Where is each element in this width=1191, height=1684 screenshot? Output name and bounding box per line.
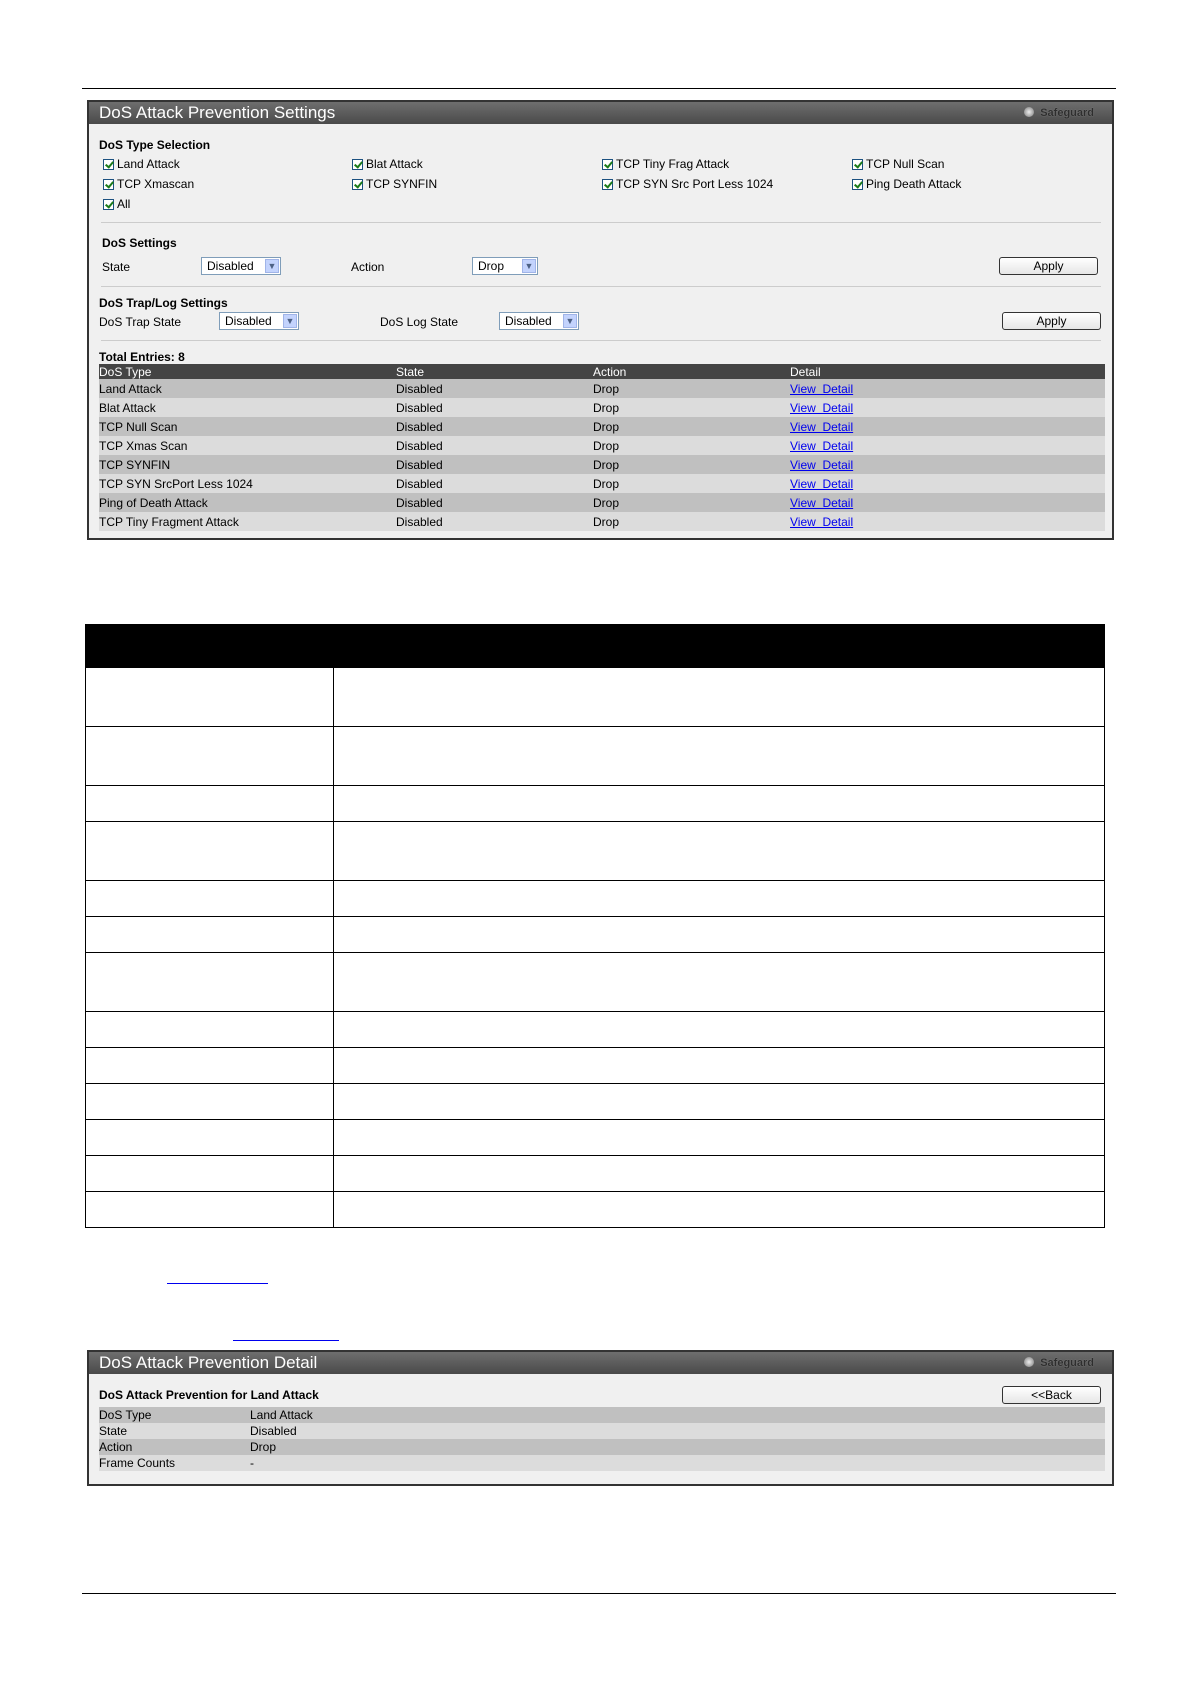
checkbox-checked-icon[interactable] xyxy=(103,199,114,210)
state-select-value: Disabled xyxy=(207,259,254,273)
table-row xyxy=(86,917,1105,953)
cell-type: TCP Xmas Scan xyxy=(99,436,396,455)
dos-table xyxy=(99,364,1105,531)
hyperlink-underline[interactable] xyxy=(167,1283,268,1284)
cell-type: Blat Attack xyxy=(99,398,396,417)
table-row xyxy=(99,398,1105,417)
desc-cell xyxy=(334,953,1105,1012)
desc-cell xyxy=(334,786,1105,822)
header-cell xyxy=(86,625,1105,668)
checkbox-tcp-null-scan[interactable] xyxy=(852,157,944,171)
log-state-select[interactable] xyxy=(499,312,579,330)
checkbox-label: TCP SYNFIN xyxy=(366,177,438,191)
cell-type: Ping of Death Attack xyxy=(99,493,396,512)
cell-action: Drop xyxy=(593,417,790,436)
table-row xyxy=(86,1192,1105,1228)
cell-action: Drop xyxy=(593,379,790,398)
apply-settings-button[interactable]: Apply xyxy=(999,257,1098,275)
back-button[interactable]: <<Back xyxy=(1002,1386,1101,1404)
view-detail-link[interactable]: View Detail xyxy=(790,419,854,434)
chevron-down-icon[interactable]: ▼ xyxy=(563,314,577,328)
state-label: State xyxy=(102,260,131,274)
top-rule xyxy=(82,88,1116,89)
desc-cell xyxy=(334,1012,1105,1048)
trap-state-value: Disabled xyxy=(225,314,272,328)
checkbox-label: Land Attack xyxy=(117,157,180,171)
trap-log-title: DoS Trap/Log Settings xyxy=(99,296,228,310)
view-detail-link[interactable]: View Detail xyxy=(790,381,854,396)
desc-cell xyxy=(334,727,1105,786)
checkbox-label: TCP Tiny Frag Attack xyxy=(616,157,730,171)
safeguard-indicator xyxy=(1024,1352,1094,1374)
checkbox-label: TCP Xmascan xyxy=(117,177,195,191)
cell-type: Land Attack xyxy=(99,379,396,398)
checkbox-checked-icon[interactable] xyxy=(602,179,613,190)
parameter-description-table xyxy=(85,624,1105,1228)
detail-label: Frame Counts xyxy=(99,1455,250,1471)
param-cell xyxy=(86,668,334,727)
column-header: DoS Type xyxy=(99,364,396,379)
table-row xyxy=(99,493,1105,512)
cell-action: Drop xyxy=(593,493,790,512)
total-entries: Total Entries: 8 xyxy=(99,350,185,364)
desc-cell xyxy=(334,1192,1105,1228)
dos-detail-panel xyxy=(87,1350,1114,1486)
checkbox-tcp-synfin[interactable] xyxy=(352,177,437,191)
table-row xyxy=(86,881,1105,917)
desc-cell xyxy=(334,881,1105,917)
param-cell xyxy=(86,727,334,786)
param-cell xyxy=(86,1084,334,1120)
param-cell xyxy=(86,1156,334,1192)
section-divider xyxy=(101,286,1101,287)
param-cell xyxy=(86,1192,334,1228)
desc-cell xyxy=(334,668,1105,727)
cell-state: Disabled xyxy=(396,474,593,493)
column-header: Detail xyxy=(790,364,1105,379)
detail-value: - xyxy=(250,1455,1105,1471)
detail-value: Drop xyxy=(250,1439,1105,1455)
table-row xyxy=(99,1455,1105,1471)
checkbox-tcp-syn-src-port[interactable] xyxy=(602,177,773,191)
view-detail-link[interactable]: View Detail xyxy=(790,495,854,510)
checkbox-tcp-xmascan[interactable] xyxy=(103,177,194,191)
safeguard-label: Safeguard xyxy=(1040,1357,1094,1369)
checkbox-label: TCP Null Scan xyxy=(866,157,945,171)
panel-title: DoS Attack Prevention Detail xyxy=(99,1353,318,1372)
description-table-header xyxy=(86,625,1105,668)
param-cell xyxy=(86,881,334,917)
detail-value: Land Attack xyxy=(250,1407,1105,1423)
desc-cell xyxy=(334,1048,1105,1084)
bottom-rule xyxy=(82,1593,1116,1594)
action-select-value: Drop xyxy=(478,259,505,273)
cell-type: TCP SYNFIN xyxy=(99,455,396,474)
hyperlink-underline[interactable] xyxy=(233,1340,339,1341)
table-header-row xyxy=(99,364,1105,379)
table-row xyxy=(86,786,1105,822)
dos-settings-title: DoS Settings xyxy=(102,236,177,250)
table-row xyxy=(99,1439,1105,1455)
table-row xyxy=(86,822,1105,881)
param-cell xyxy=(86,822,334,881)
cell-action: Drop xyxy=(593,512,790,531)
checkbox-tcp-tiny-frag[interactable] xyxy=(602,157,729,171)
checkbox-checked-icon[interactable] xyxy=(602,159,613,170)
action-select[interactable] xyxy=(472,257,538,275)
cell-action: Drop xyxy=(593,436,790,455)
detail-value: Disabled xyxy=(250,1423,1105,1439)
desc-cell xyxy=(334,822,1105,881)
checkbox-checked-icon[interactable] xyxy=(852,159,863,170)
table-row xyxy=(99,474,1105,493)
table-row xyxy=(99,1407,1105,1423)
detail-table xyxy=(99,1407,1105,1471)
trap-state-label: DoS Trap State xyxy=(99,315,182,329)
column-header: State xyxy=(396,364,593,379)
cell-action: Drop xyxy=(593,474,790,493)
detail-label: DoS Type xyxy=(99,1407,250,1423)
column-header: Action xyxy=(593,364,790,379)
safeguard-indicator xyxy=(1024,102,1094,124)
checkbox-ping-death[interactable] xyxy=(852,177,961,191)
checkbox-all[interactable] xyxy=(103,197,130,211)
state-select[interactable] xyxy=(201,257,281,275)
param-cell xyxy=(86,1012,334,1048)
cell-type: TCP Null Scan xyxy=(99,417,396,436)
section-divider xyxy=(101,340,1101,341)
view-detail-link[interactable]: View Detail xyxy=(790,476,854,491)
desc-cell xyxy=(334,917,1105,953)
safeguard-icon xyxy=(1024,1357,1034,1367)
checkbox-checked-icon[interactable] xyxy=(352,179,363,190)
table-row xyxy=(99,436,1105,455)
action-label: Action xyxy=(351,260,385,274)
trap-state-select[interactable] xyxy=(219,312,299,330)
table-row xyxy=(86,1120,1105,1156)
checkbox-checked-icon[interactable] xyxy=(352,159,363,170)
checkbox-checked-icon[interactable] xyxy=(852,179,863,190)
table-row xyxy=(99,512,1105,531)
safeguard-label: Safeguard xyxy=(1040,107,1094,119)
chevron-down-icon[interactable]: ▼ xyxy=(522,259,536,273)
param-cell xyxy=(86,786,334,822)
cell-state: Disabled xyxy=(396,512,593,531)
chevron-down-icon[interactable]: ▼ xyxy=(265,259,279,273)
checkbox-checked-icon[interactable] xyxy=(103,159,114,170)
desc-cell xyxy=(334,1156,1105,1192)
table-row xyxy=(86,727,1105,786)
detail-subtitle: DoS Attack Prevention for Land Attack xyxy=(99,1388,319,1402)
table-row xyxy=(99,417,1105,436)
desc-cell xyxy=(334,1084,1105,1120)
cell-state: Disabled xyxy=(396,493,593,512)
table-row xyxy=(86,668,1105,727)
checkbox-label: Blat Attack xyxy=(366,157,423,171)
checkbox-land-attack[interactable] xyxy=(103,157,180,171)
view-detail-link[interactable]: View Detail xyxy=(790,438,854,453)
panel-title-bar xyxy=(89,1352,1112,1374)
cell-state: Disabled xyxy=(396,455,593,474)
cell-state: Disabled xyxy=(396,417,593,436)
table-row xyxy=(86,1084,1105,1120)
detail-label: State xyxy=(99,1423,250,1439)
dos-type-section-title: DoS Type Selection xyxy=(99,138,211,152)
view-detail-link[interactable]: View Detail xyxy=(790,400,854,415)
param-cell xyxy=(86,917,334,953)
cell-state: Disabled xyxy=(396,436,593,455)
checkbox-label: All xyxy=(117,197,131,211)
panel-title-bar xyxy=(89,102,1112,124)
checkbox-label: Ping Death Attack xyxy=(866,177,962,191)
apply-trap-log-button[interactable]: Apply xyxy=(1002,312,1101,330)
view-detail-link[interactable]: View Detail xyxy=(790,514,854,529)
table-row xyxy=(99,1423,1105,1439)
desc-cell xyxy=(334,1120,1105,1156)
log-state-value: Disabled xyxy=(505,314,552,328)
safeguard-icon xyxy=(1024,107,1034,117)
table-row xyxy=(99,379,1105,398)
table-row xyxy=(86,1156,1105,1192)
section-divider xyxy=(101,222,1101,223)
table-row xyxy=(99,455,1105,474)
chevron-down-icon[interactable]: ▼ xyxy=(283,314,297,328)
cell-state: Disabled xyxy=(396,379,593,398)
cell-action: Drop xyxy=(593,455,790,474)
checkbox-label: TCP SYN Src Port Less 1024 xyxy=(616,177,774,191)
param-cell xyxy=(86,1120,334,1156)
checkbox-checked-icon[interactable] xyxy=(103,179,114,190)
param-cell xyxy=(86,1048,334,1084)
param-cell xyxy=(86,953,334,1012)
cell-state: Disabled xyxy=(396,398,593,417)
table-row xyxy=(86,953,1105,1012)
panel-title: DoS Attack Prevention Settings xyxy=(99,103,336,122)
dos-settings-panel xyxy=(87,100,1114,540)
cell-type: TCP SYN SrcPort Less 1024 xyxy=(99,474,396,493)
table-row xyxy=(86,1048,1105,1084)
detail-label: Action xyxy=(99,1439,250,1455)
checkbox-blat-attack[interactable] xyxy=(352,157,423,171)
table-row xyxy=(86,1012,1105,1048)
view-detail-link[interactable]: View Detail xyxy=(790,457,854,472)
log-state-label: DoS Log State xyxy=(380,315,459,329)
cell-action: Drop xyxy=(593,398,790,417)
cell-type: TCP Tiny Fragment Attack xyxy=(99,512,396,531)
